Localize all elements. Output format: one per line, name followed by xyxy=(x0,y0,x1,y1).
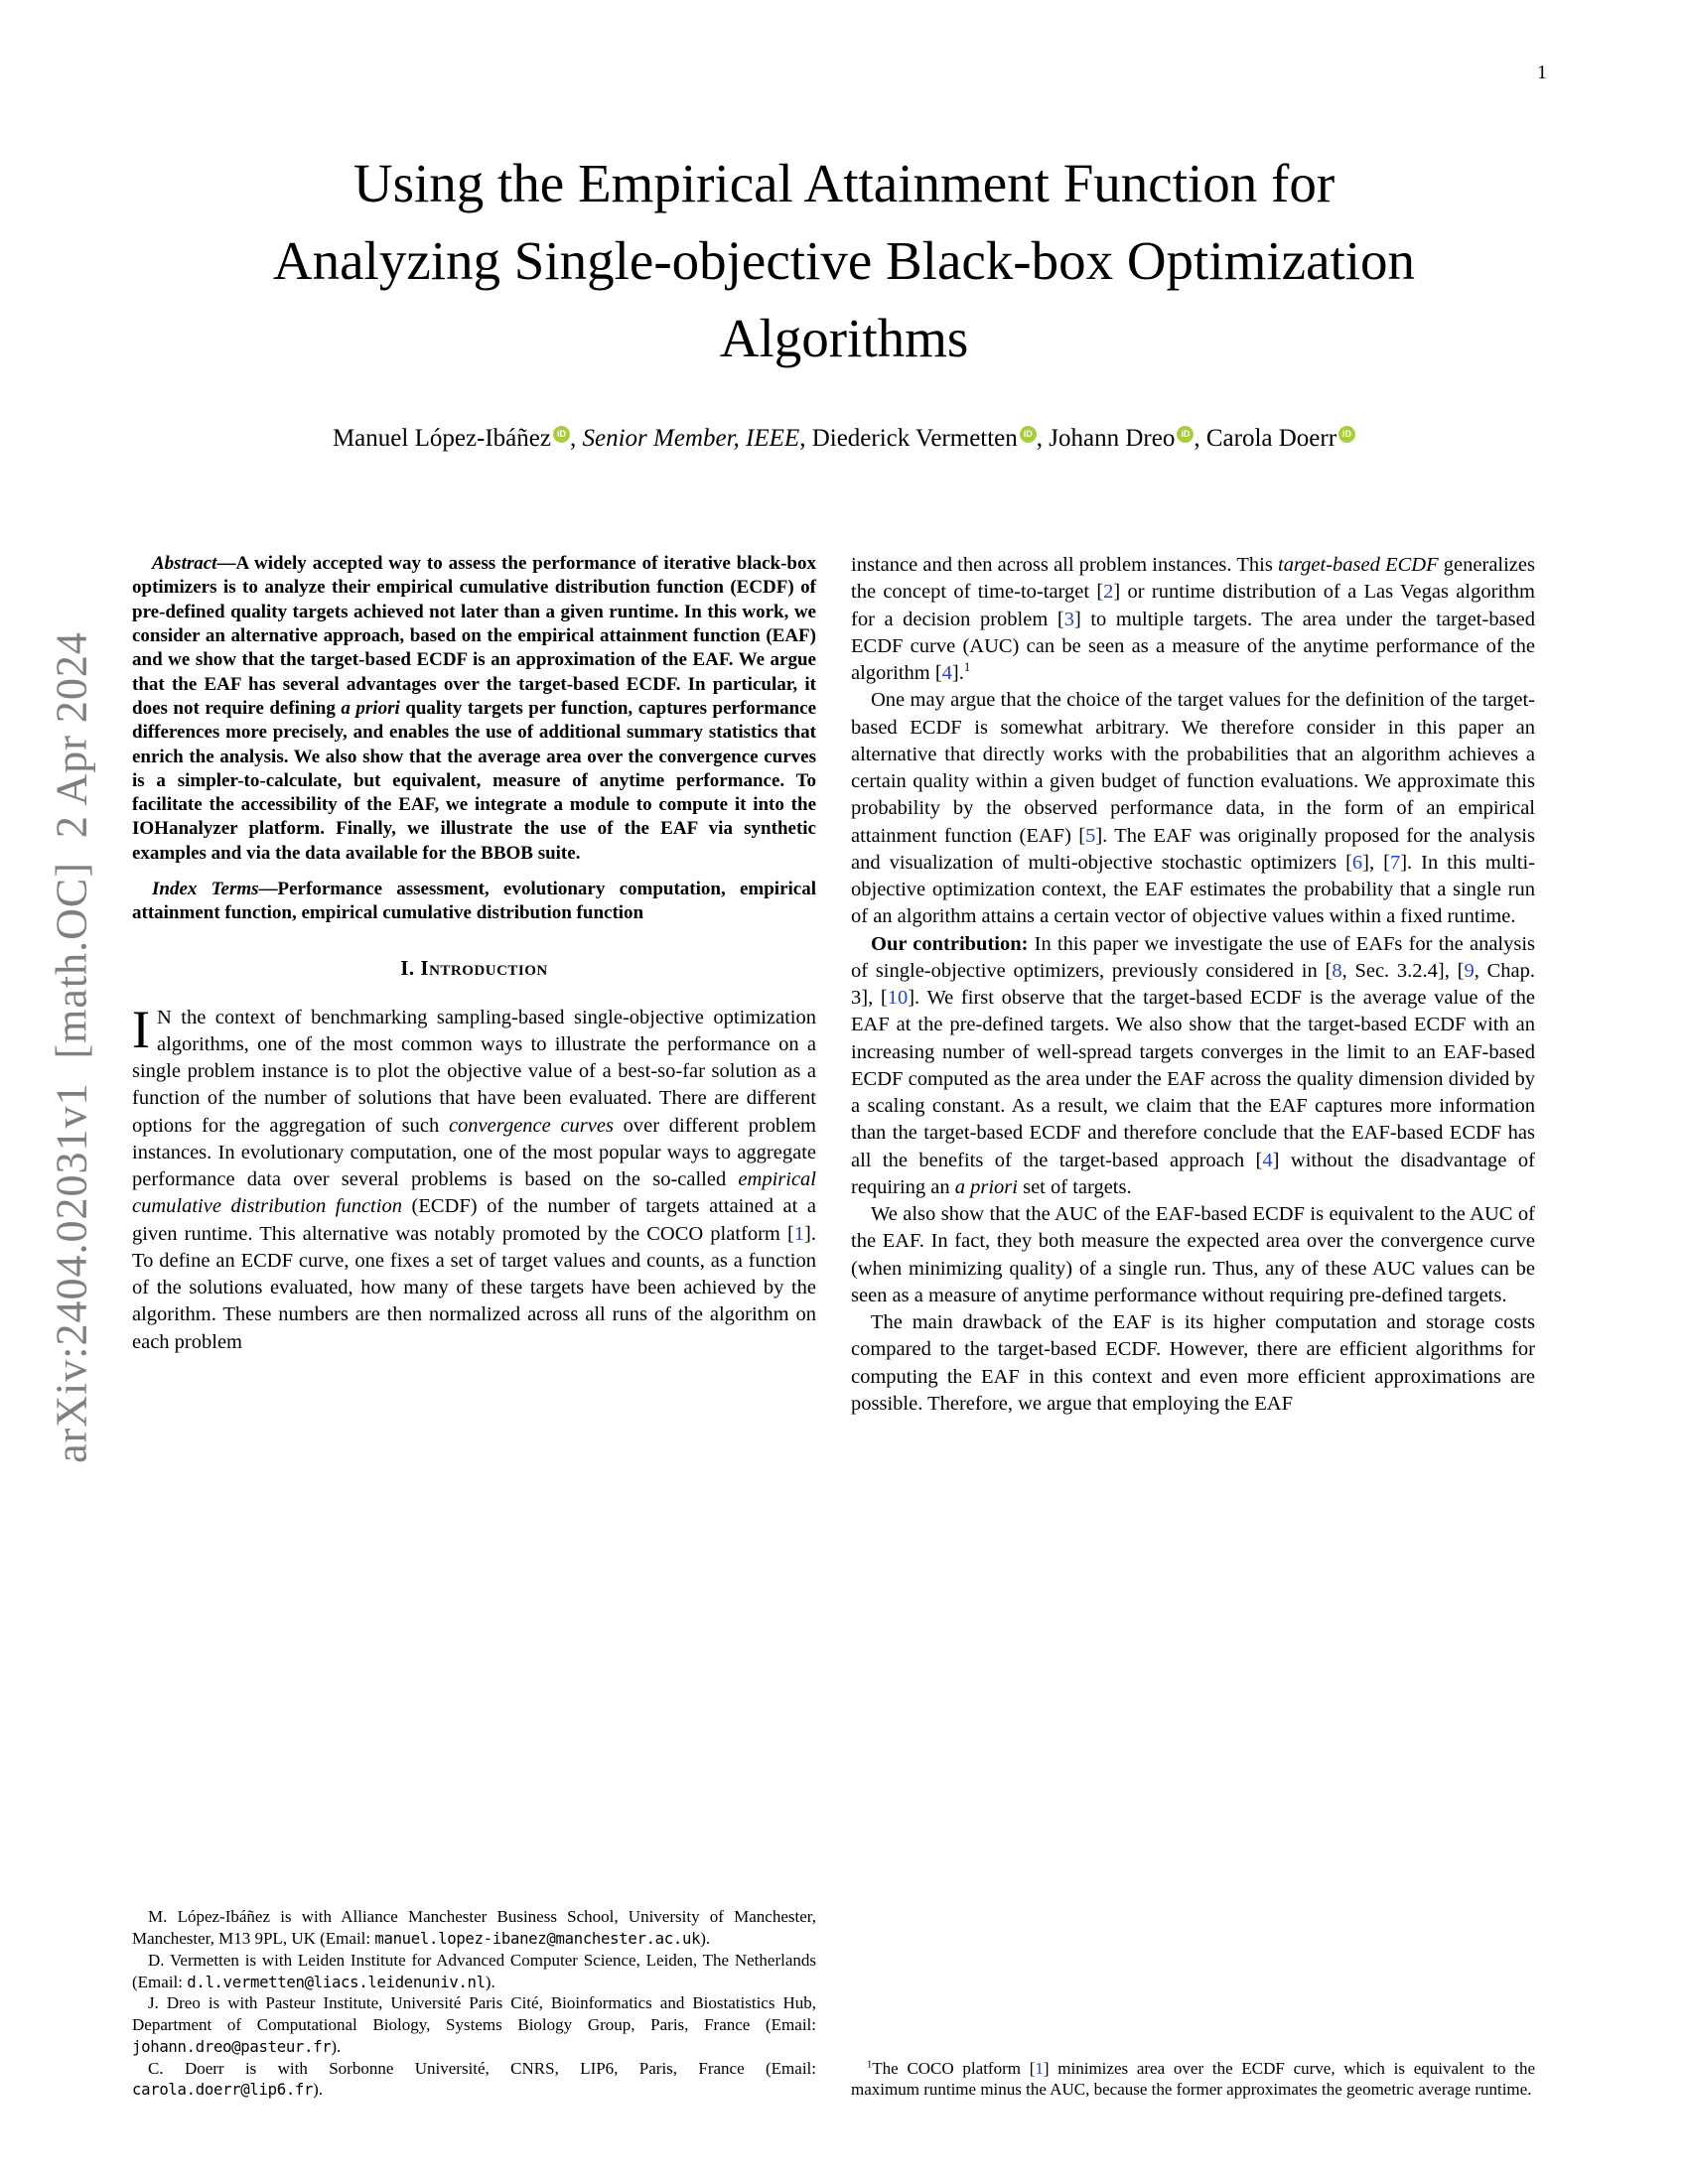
text-run: over different problem instances. In evolutionary computation, one of the most popular ways to aggregate performance data over several problems is based on the so-called xyxy=(132,1114,816,1191)
citation-link[interactable]: 1 xyxy=(1035,2058,1044,2078)
right-column xyxy=(851,552,1535,2101)
citation-link[interactable]: 8 xyxy=(1332,959,1342,982)
text-run: In this paper we investigate the use of EAFs for the analysis of single-objective optimizers, previously considered in [ xyxy=(851,932,1536,982)
text-run: a priori xyxy=(954,1175,1018,1198)
text-run: ]. xyxy=(951,662,964,684)
orcid-icon[interactable]: iD xyxy=(1338,426,1355,443)
text-run: M. López-Ibáñez is with Alliance Manchester Business School, University of Manchester, Manchester, M13 9PL, UK (Email: xyxy=(132,1907,816,1948)
text-run: ] or runtime distribution of a Las Vegas algorithm for a decision problem [ xyxy=(851,581,1535,630)
text-run: convergence curves xyxy=(448,1114,614,1137)
index-terms xyxy=(132,878,816,926)
text-run: Our contribution: xyxy=(871,932,1029,955)
author-affiliations-block xyxy=(132,1906,816,2101)
intro-paragraph xyxy=(132,999,816,1356)
text-run: ]. We first observe that the target-based ECDF is the average value of the EAF at the pre-defined targets. We also show that the target-based ECDF with an increasing number of well-spread targets converges in the limit to an EAF-based ECDF computed as the area under the EAF across the quality dimension divided by a scaling constant. As a result, we claim that the EAF captures more information than the target-based ECDF and therefore conclude that the EAF-based ECDF has all the benefits of the target-based approach [ xyxy=(851,987,1535,1171)
footnote xyxy=(851,2058,1535,2102)
affiliation-note-vermetten xyxy=(132,1950,816,1993)
citation-link[interactable]: 7 xyxy=(1389,851,1401,874)
text-run: quality targets per function, captures performance differences more precisely, and enables the use of additional summary statistics that enrich the analysis. We also show that the average area over the convergence curves is a simpler-to-calculate, but equivalent, measure of anytime performance. To facilitate the accessibility of the EAF, we integrate a module to compute it into the IOHanalyzer platform. Finally, we illustrate the use of the EAF via synthetic examples and via the data available for the BBOB suite. xyxy=(132,697,816,864)
text-run: a priori xyxy=(341,697,400,719)
text-run: d.l.vermetten@liacs.leidenuniv.nl xyxy=(187,1972,486,1991)
citation-link[interactable]: 9 xyxy=(1464,959,1475,982)
footnote-marker: 1 xyxy=(963,660,971,675)
arxiv-watermark: arXiv:2404.02031v1 [math.OC] 2 Apr 2024 xyxy=(47,631,96,1463)
text-run: —Performance assessment, evolutionary computation, empirical attainment function, empirical cumulative distribution function xyxy=(132,879,816,924)
paper-title-line-3: Algorithms xyxy=(719,308,969,369)
affiliation-note-doerr xyxy=(132,2058,816,2102)
text-run: N the context of benchmarking sampling-based single-objective optimization algorithms, one of the most common ways to illustrate the performance on a single problem instance is to plot the objective value of a best-so-far solution as a function of the number of solutions that have been evaluated. There are different options for the aggregation of such xyxy=(132,1006,816,1137)
citation-link[interactable]: 3 xyxy=(1063,608,1074,630)
paper-title xyxy=(119,145,1569,377)
text-run: Senior Member, IEEE xyxy=(582,425,800,452)
text-run: ). xyxy=(331,2036,342,2056)
paragraph xyxy=(851,1201,1535,1309)
text-run: The main drawback of the EAF is its higher computation and storage costs compared to the target-based ECDF. However, there are efficient algorithms for computing the EAF in this context and even more efficient approximations are possible. Therefore, we argue that employing the EAF xyxy=(851,1311,1535,1415)
text-run: target-based ECDF xyxy=(1278,554,1439,576)
author-byline xyxy=(119,425,1569,453)
text-run: J. Dreo is with Pasteur Institute, Université Paris Cité, Bioinformatics and Biostatistics Hub, Department of Computational Biology, Systems Biology Group, Paris, France (Email: xyxy=(132,1993,816,2034)
paper-title-line-2: Analyzing Single-objective Black-box Optimization xyxy=(272,230,1416,292)
text-run: ). xyxy=(313,2080,324,2100)
orcid-icon[interactable]: iD xyxy=(1177,426,1194,443)
text-run: manuel.lopez-ibanez@manchester.ac.uk xyxy=(374,1929,701,1948)
paragraph xyxy=(851,1309,1535,1418)
text-run: ). xyxy=(700,1929,711,1948)
text-run: , Sec. 3.2.4], [ xyxy=(1341,959,1465,982)
two-column-body xyxy=(132,552,1535,2101)
text-run: One may argue that the choice of the target values for the definition of the target-based ECDF is somewhat arbitrary. We therefore consider in this paper an alternative that directly works with the probabilities that an algorithm achieves a certain quality within a given budget of function evaluations. We approximate this probability by the observed performance data, in the form of an empirical attainment function (EAF) [ xyxy=(851,689,1535,847)
footnote-marker: 1 xyxy=(867,2058,873,2070)
text-run: carola.doerr@lip6.fr xyxy=(132,2080,314,2100)
footnote-block xyxy=(851,2058,1535,2102)
abstract xyxy=(132,552,816,866)
text-run: Manuel López-Ibáñez xyxy=(332,425,551,452)
section-heading-introduction: I. Introduction xyxy=(400,955,548,980)
text-run: , Diederick Vermetten xyxy=(799,425,1018,452)
text-run: Index Terms xyxy=(152,879,259,900)
paragraph xyxy=(851,687,1535,930)
text-run: ] minimizes area over the ECDF curve, which is equivalent to the maximum runtime minus the AUC, because the former approximates the geometric average runtime. xyxy=(851,2058,1535,2100)
text-run: (ECDF) of the number of targets attained at a given runtime. This alternative was notably promoted by the COCO platform [ xyxy=(132,1195,816,1245)
citation-link[interactable]: 4 xyxy=(941,662,952,684)
text-run: ] without the disadvantage of requiring an xyxy=(851,1149,1536,1198)
text-run: , Johann Dreo xyxy=(1036,425,1176,452)
text-run: ]. In this multi-objective optimization context, the EAF estimates the probability that a single run of an algorithm attains a certain vector of objective values within a fixed runtime. xyxy=(851,851,1535,928)
text-run: We also show that the AUC of the EAF-based ECDF is equivalent to the AUC of the EAF. In fact, they both measure the expected area over the convergence curve (when minimizing quality) of a single run. Thus, any of these AUC values can be seen as a measure of anytime performance without requiring pre-defined targets. xyxy=(851,1203,1535,1306)
text-run: instance and then across all problem instances. This xyxy=(851,554,1279,576)
text-run: I xyxy=(132,999,150,1059)
citation-link[interactable]: 6 xyxy=(1351,851,1363,874)
text-run: ], [ xyxy=(1362,851,1390,874)
text-run: generalizes the concept of time-to-target [ xyxy=(851,554,1535,604)
orcid-icon[interactable]: iD xyxy=(553,426,570,443)
citation-link[interactable]: 2 xyxy=(1103,581,1114,604)
text-run: , Carola Doerr xyxy=(1194,425,1337,452)
text-run: Abstract xyxy=(152,553,217,574)
paragraph xyxy=(851,931,1535,1202)
citation-link[interactable]: 4 xyxy=(1262,1149,1273,1171)
text-run: , xyxy=(569,425,583,452)
text-run: C. Doerr is with Sorbonne Université, CNRS, LIP6, Paris, France (Email: xyxy=(148,2058,816,2078)
left-column xyxy=(132,552,816,2101)
citation-link[interactable]: 10 xyxy=(887,987,909,1009)
orcid-icon[interactable]: iD xyxy=(1020,426,1037,443)
page-number: 1 xyxy=(1537,62,1547,83)
text-run: —A widely accepted way to assess the performance of iterative black-box optimizers is to analyze their empirical cumulative distribution function (ECDF) of pre-defined quality targets achieved not later than a given runtime. In this work, we consider an alternative approach, based on the empirical attainment function (EAF) and we show that the target-based ECDF is an approximation of the EAF. We argue that the EAF has several advantages over the target-based ECDF. In particular, it does not require defining xyxy=(132,553,816,719)
text-run: The COCO platform [ xyxy=(872,2058,1036,2078)
citation-link[interactable]: 1 xyxy=(793,1222,805,1245)
paragraph xyxy=(851,552,1535,687)
text-run: ]. The EAF was originally proposed for the analysis and visualization of multi-objective stochastic optimizers [ xyxy=(851,824,1535,874)
text-run: ] to multiple targets. The area under the target-based ECDF curve (AUC) can be seen as a measure of the anytime performance of the algorithm [ xyxy=(851,608,1536,684)
affiliation-note-dreo xyxy=(132,1992,816,2057)
text-run: ). xyxy=(485,1972,495,1991)
text-run: D. Vermetten is with Leiden Institute for Advanced Computer Science, Leiden, The Netherlands (Email: xyxy=(132,1950,816,1991)
text-run: , Chap. 3], [ xyxy=(851,959,1535,1009)
text-run: ]. To define an ECDF curve, one fixes a set of target values and counts, as a function of the solutions evaluated, how many of these targets have been achieved by the algorithm. These numbers are then normalized across all runs of the algorithm on each problem xyxy=(132,1222,816,1353)
paper-title-line-1: Using the Empirical Attainment Function for xyxy=(352,153,1336,213)
text-run: empirical cumulative distribution function xyxy=(132,1168,816,1218)
affiliation-note-lopez-ibanez xyxy=(132,1906,816,1950)
citation-link[interactable]: 5 xyxy=(1085,824,1096,847)
text-run: johann.dreo@pasteur.fr xyxy=(132,2036,332,2056)
text-run: set of targets. xyxy=(1017,1175,1132,1198)
